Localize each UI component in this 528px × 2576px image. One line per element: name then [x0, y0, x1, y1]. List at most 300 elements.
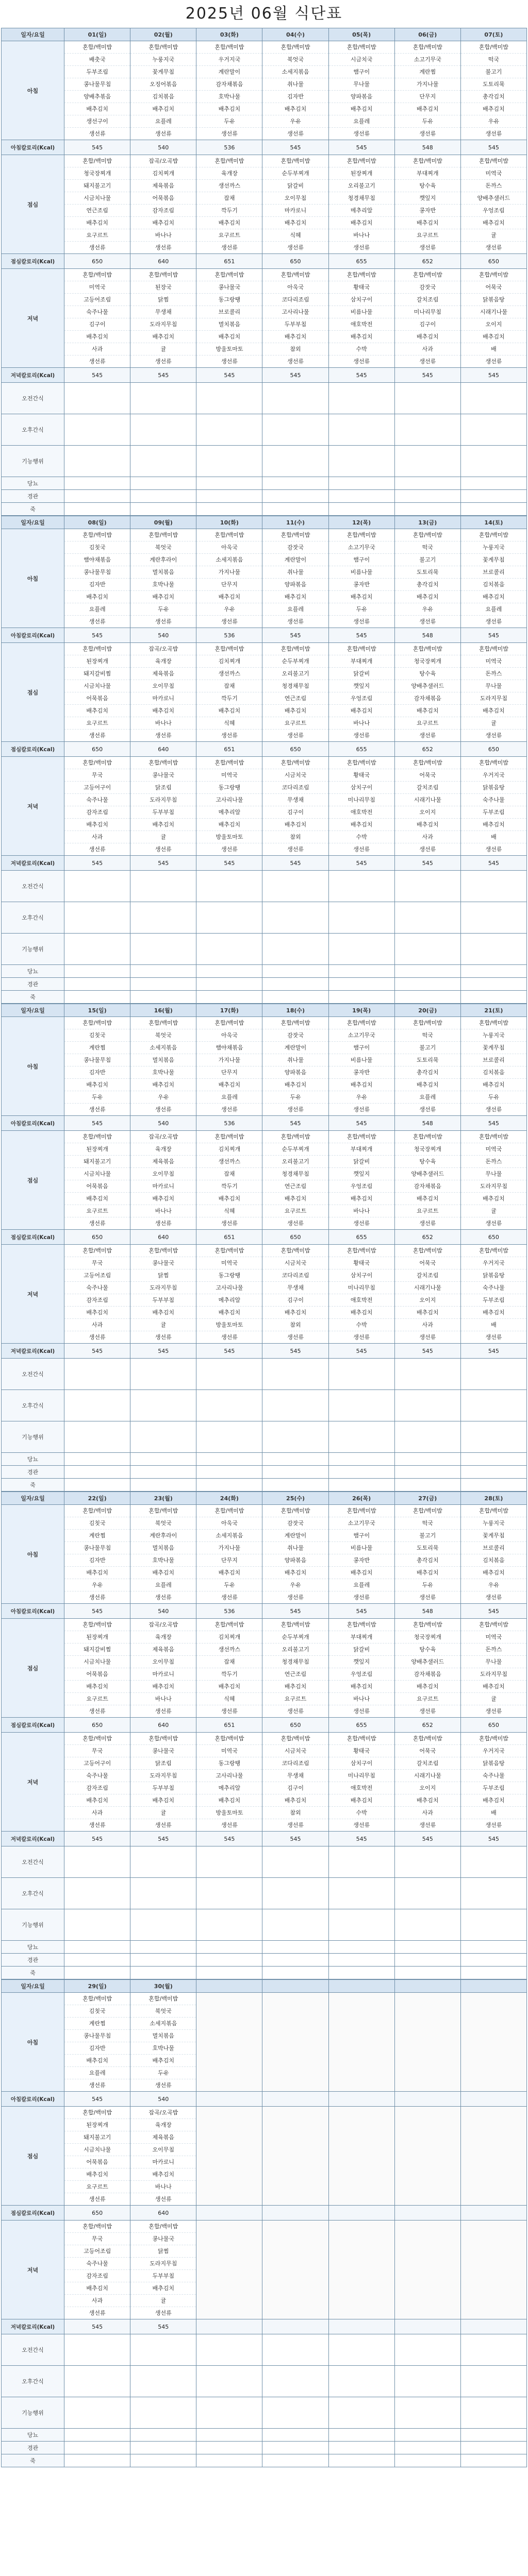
menu-item: 배추김치	[329, 819, 394, 831]
menu-item: 우엉조림	[329, 1668, 394, 1681]
breakfast-cell	[460, 1017, 526, 1116]
menu-item: 무생채	[262, 1282, 328, 1294]
menu-item: 돼지갈비찜	[64, 668, 130, 680]
menu-item: 총각김치	[461, 91, 526, 103]
menu-item: 혼합/백미밥	[64, 41, 130, 54]
dinner-cell	[460, 1245, 526, 1344]
lunch-label: 점심	[2, 2107, 64, 2206]
breakfast-kcal-value: 548	[394, 1116, 460, 1131]
menu-item: 생선류	[221, 846, 238, 853]
special-cell	[64, 2397, 130, 2429]
menu-item: 배추김치	[64, 103, 130, 115]
menu-item: 배추김치	[329, 1794, 394, 1807]
special-cell	[64, 1909, 130, 1941]
menu-item: 배추김치	[461, 1567, 526, 1579]
note-porridge-cell	[130, 503, 196, 516]
lunch-cell	[64, 643, 130, 742]
day-header: 19(목)	[328, 1004, 394, 1017]
lunch-kcal-value	[196, 2206, 262, 2221]
breakfast-label: 아침	[2, 529, 64, 628]
menu-item: 오이지	[395, 1294, 460, 1307]
menu-item: 생선류	[89, 358, 106, 365]
breakfast-kcal-value: 540	[130, 1604, 196, 1619]
menu-item: 순두부찌개	[262, 167, 328, 180]
note-porridge-cell	[394, 2454, 460, 2467]
snack-pm-cell	[196, 1390, 262, 1421]
day-header	[328, 1980, 394, 1993]
breakfast-kcal-label: 아침칼로리(Kcal)	[2, 1116, 64, 1131]
menu-item: 콩나물국	[130, 1257, 196, 1269]
note-tube-cell	[64, 1954, 130, 1967]
dinner-kcal-value: 545	[64, 368, 130, 383]
menu-item: 도토리묵	[461, 78, 526, 91]
menu-item: 김칫국	[64, 1517, 130, 1530]
menu-item: 황태국	[329, 281, 394, 294]
dinner-kcal-value: 545	[328, 368, 394, 383]
dinner-kcal-label: 저녁칼로리(Kcal)	[2, 1832, 64, 1846]
menu-item: 도라지무침	[130, 1282, 196, 1294]
dinner-cell	[460, 269, 526, 368]
dinner-cell	[64, 2221, 130, 2319]
lunch-kcal-value: 650	[64, 1718, 130, 1733]
menu-item: 두부조림	[64, 66, 130, 78]
menu-item: 혼합/백미밥	[329, 269, 394, 281]
menu-item: 요구르트	[64, 1205, 130, 1217]
note-tube-label: 경관	[2, 490, 64, 503]
snack-am-cell	[64, 1846, 130, 1878]
snack-pm-cell	[328, 902, 394, 934]
note-porridge-cell	[460, 1967, 526, 1979]
menu-item: 삼치구이	[329, 782, 394, 794]
special-cell	[460, 2397, 526, 2429]
menu-item: 사과	[395, 1807, 460, 1819]
menu-item: 두부조림	[461, 806, 526, 819]
menu-item: 두유	[130, 2067, 196, 2079]
menu-item: 김치찌개	[196, 1143, 262, 1156]
dinner-kcal-label: 저녁칼로리(Kcal)	[2, 368, 64, 383]
menu-item: 된장찌개	[64, 1143, 130, 1156]
snack-am-cell	[196, 2334, 262, 2366]
menu-item: 요플레	[262, 603, 328, 616]
dinner-kcal-value: 545	[460, 1344, 526, 1359]
menu-item: 도라지무침	[461, 1180, 526, 1193]
menu-item: 생선류	[419, 846, 436, 853]
menu-item: 혼합/백미밥	[461, 41, 526, 54]
menu-item: 탕수육	[395, 180, 460, 192]
note-diabetes-cell	[130, 1453, 196, 1466]
menu-item: 감자채볶음	[395, 1180, 460, 1193]
menu-item: 총각김치	[395, 579, 460, 591]
dinner-label: 저녁	[2, 2221, 64, 2319]
menu-item: 계란말이	[196, 66, 262, 78]
menu-item: 멸치볶음	[130, 1542, 196, 1554]
lunch-kcal-value: 650	[64, 2206, 130, 2221]
day-header: 18(수)	[262, 1004, 328, 1017]
menu-item: 생선류	[221, 358, 238, 365]
menu-item: 시래기나물	[395, 1770, 460, 1782]
menu-item: 어묵볶음	[64, 1668, 130, 1681]
menu-item: 제육볶음	[130, 1156, 196, 1168]
menu-item: 혼합/백미밥	[130, 757, 196, 769]
breakfast-kcal-value	[394, 2092, 460, 2107]
menu-item: 배추김치	[196, 819, 262, 831]
menu-item: 두유	[196, 1579, 262, 1591]
menu-item: 애호박전	[329, 318, 394, 331]
day-header: 02(월)	[130, 28, 196, 41]
breakfast-cell	[64, 41, 130, 140]
menu-item: 배추김치	[262, 705, 328, 717]
menu-item: 배추김치	[395, 591, 460, 603]
menu-item: 혼합/백미밥	[64, 1131, 130, 1143]
menu-item: 고사리나물	[196, 794, 262, 806]
menu-item: 순두부찌개	[262, 1631, 328, 1643]
menu-item: 아욱국	[196, 541, 262, 554]
menu-item: 양배추볶음	[64, 91, 130, 103]
breakfast-kcal-value	[196, 2092, 262, 2107]
menu-item: 생선류	[287, 358, 304, 365]
menu-item: 혼합/백미밥	[130, 1993, 196, 2005]
special-cell	[460, 934, 526, 965]
breakfast-kcal-label: 아침칼로리(Kcal)	[2, 628, 64, 643]
menu-item: 감자조림	[64, 2270, 130, 2282]
snack-pm-cell	[196, 1878, 262, 1909]
note-tube-cell	[262, 1466, 328, 1479]
snack-am-cell	[460, 383, 526, 414]
menu-item: 배추김치	[130, 1079, 196, 1091]
snack-pm-label: 오후간식	[2, 2366, 64, 2397]
note-porridge-cell	[196, 991, 262, 1004]
menu-item: 생선류	[155, 1106, 172, 1113]
menu-item: 요구르트	[64, 1693, 130, 1705]
lunch-cell	[460, 155, 526, 254]
note-porridge-label: 죽	[2, 2454, 64, 2467]
dinner-kcal-value: 545	[460, 856, 526, 871]
menu-item: 두유	[130, 603, 196, 616]
menu-item: 생선류	[419, 358, 436, 365]
menu-item: 취나물	[262, 1054, 328, 1066]
menu-item: 김구이	[64, 318, 130, 331]
menu-item: 돼지불고기	[64, 180, 130, 192]
menu-item: 혼합/백미밥	[196, 1619, 262, 1631]
note-porridge-cell	[196, 1967, 262, 1979]
menu-item: 감자채볶음	[395, 1668, 460, 1681]
menu-item: 갈치조림	[395, 1757, 460, 1770]
menu-item: 생선류	[89, 2196, 106, 2202]
snack-am-label: 오전간식	[2, 1359, 64, 1390]
day-header: 29(일)	[64, 1980, 130, 1993]
menu-item: 어묵국	[395, 769, 460, 782]
menu-item: 바나나	[329, 1205, 394, 1217]
snack-pm-label: 오후간식	[2, 902, 64, 934]
snack-am-cell	[394, 1359, 460, 1390]
day-header: 15(일)	[64, 1004, 130, 1017]
menu-item: 비름나물	[329, 566, 394, 579]
dinner-kcal-value: 545	[196, 368, 262, 383]
menu-item: 생선류	[485, 1334, 502, 1341]
dinner-kcal-value: 545	[262, 856, 328, 871]
note-porridge-cell	[196, 503, 262, 516]
menu-item: 사과	[64, 1319, 130, 1331]
lunch-cell	[262, 643, 328, 742]
note-tube-cell	[328, 2442, 394, 2454]
menu-item: 시금치국	[262, 1745, 328, 1757]
menu-item: 우유	[64, 1579, 130, 1591]
menu-item: 닭갈비	[329, 668, 394, 680]
note-tube-cell	[196, 1954, 262, 1967]
menu-item: 혼합/백미밥	[395, 1131, 460, 1143]
snack-pm-cell	[328, 1390, 394, 1421]
menu-item: 생선류	[287, 618, 304, 625]
dinner-cell	[394, 2221, 460, 2319]
dinner-cell	[328, 757, 394, 856]
menu-item: 혼합/백미밥	[329, 529, 394, 541]
menu-item: 호박나물	[130, 1554, 196, 1567]
menu-item: 요플레	[461, 603, 526, 616]
menu-item: 생선류	[353, 1334, 370, 1341]
menu-item: 배추김치	[130, 705, 196, 717]
breakfast-kcal-value: 540	[130, 628, 196, 643]
lunch-label: 점심	[2, 1619, 64, 1718]
breakfast-kcal-value: 536	[196, 1604, 262, 1619]
snack-am-cell	[394, 2334, 460, 2366]
snack-pm-cell	[130, 1878, 196, 1909]
week-table	[1, 1004, 527, 1492]
menu-item: 생선류	[287, 1822, 304, 1828]
menu-item: 콩나물국	[130, 769, 196, 782]
menu-item: 배추김치	[196, 1794, 262, 1807]
snack-pm-cell	[460, 414, 526, 446]
menu-item: 배추김치	[461, 1079, 526, 1091]
menu-item: 혼합/백미밥	[395, 41, 460, 54]
lunch-cell	[262, 1131, 328, 1230]
note-porridge-cell	[262, 991, 328, 1004]
note-porridge-cell	[130, 2454, 196, 2467]
menu-item: 무생채	[262, 1770, 328, 1782]
note-tube-cell	[196, 490, 262, 503]
note-diabetes-cell	[328, 965, 394, 978]
note-tube-cell	[130, 490, 196, 503]
breakfast-cell	[328, 41, 394, 140]
menu-item: 혼합/백미밥	[130, 269, 196, 281]
menu-item: 생선류	[353, 1594, 370, 1601]
lunch-cell	[328, 643, 394, 742]
dinner-cell	[262, 1245, 328, 1344]
day-header: 16(월)	[130, 1004, 196, 1017]
dinner-cell	[196, 269, 262, 368]
menu-item: 배추김치	[196, 1079, 262, 1091]
menu-item: 요구르트	[395, 229, 460, 242]
menu-item: 생선류	[89, 1334, 106, 1341]
menu-item: 고등어조림	[64, 1269, 130, 1282]
menu-item: 귤	[130, 2295, 196, 2307]
breakfast-cell	[64, 529, 130, 628]
note-porridge-cell	[394, 503, 460, 516]
week-table	[1, 516, 527, 1004]
day-header: 05(목)	[328, 28, 394, 41]
lunch-kcal-value: 651	[196, 742, 262, 757]
note-diabetes-cell	[394, 1453, 460, 1466]
menu-item: 배추김치	[130, 819, 196, 831]
menu-item: 순두부찌개	[262, 655, 328, 668]
day-header: 23(월)	[130, 1492, 196, 1505]
menu-item: 두부부침	[262, 318, 328, 331]
menu-item: 깻잎지	[329, 1656, 394, 1668]
menu-item: 메추리알	[196, 1782, 262, 1794]
menu-item: 배추김치	[196, 1681, 262, 1693]
menu-item: 숙주나물	[64, 306, 130, 318]
menu-item: 오리불고기	[262, 668, 328, 680]
snack-pm-cell	[460, 1878, 526, 1909]
menu-item: 두유	[196, 115, 262, 128]
lunch-cell	[196, 1131, 262, 1230]
menu-item: 생선류	[221, 1106, 238, 1113]
menu-item: 배	[461, 831, 526, 843]
menu-item: 고등어조림	[64, 294, 130, 306]
menu-item: 혼합/백미밥	[196, 1733, 262, 1745]
menu-item: 두유	[64, 1091, 130, 1104]
menu-item: 우거지국	[461, 1745, 526, 1757]
menu-item: 순두부찌개	[262, 1143, 328, 1156]
menu-item: 혼합/백미밥	[262, 1733, 328, 1745]
note-diabetes-cell	[394, 965, 460, 978]
menu-item: 생선류	[485, 130, 502, 137]
menu-item: 제육볶음	[130, 668, 196, 680]
snack-pm-cell	[394, 1390, 460, 1421]
special-cell	[328, 934, 394, 965]
note-diabetes-cell	[460, 1453, 526, 1466]
dinner-kcal-value: 545	[196, 1832, 262, 1846]
menu-item: 사과	[395, 343, 460, 355]
note-tube-cell	[64, 1466, 130, 1479]
snack-am-cell	[328, 1846, 394, 1878]
menu-item: 배추김치	[262, 591, 328, 603]
note-tube-cell	[130, 1954, 196, 1967]
note-porridge-cell	[130, 991, 196, 1004]
menu-item: 혼합/백미밥	[461, 1505, 526, 1517]
menu-item: 식혜	[196, 717, 262, 730]
menu-item: 감잣국	[262, 1517, 328, 1530]
lunch-kcal-value: 650	[262, 742, 328, 757]
dinner-kcal-value: 545	[460, 368, 526, 383]
dinner-cell	[262, 269, 328, 368]
breakfast-cell	[130, 1505, 196, 1604]
menu-item: 무국	[64, 769, 130, 782]
menu-item: 생선류	[89, 846, 106, 853]
menu-item: 혼합/백미밥	[196, 1131, 262, 1143]
breakfast-kcal-value: 545	[460, 628, 526, 643]
menu-item: 잡곡/오곡밥	[130, 1619, 196, 1631]
menu-item: 된장찌개	[64, 1631, 130, 1643]
menu-item: 혼합/백미밥	[395, 1505, 460, 1517]
menu-item: 시금치나물	[64, 680, 130, 692]
note-diabetes-label: 당뇨	[2, 477, 64, 490]
menu-item: 감자조림	[64, 806, 130, 819]
menu-item: 생선류	[287, 846, 304, 853]
day-header: 26(목)	[328, 1492, 394, 1505]
menu-item: 배추김치	[329, 1567, 394, 1579]
menu-item: 떡국	[395, 541, 460, 554]
menu-item: 김치찌개	[130, 167, 196, 180]
note-diabetes-cell	[460, 477, 526, 490]
menu-item: 귤	[130, 831, 196, 843]
lunch-kcal-value: 655	[328, 742, 394, 757]
menu-item: 청국장찌개	[395, 1143, 460, 1156]
breakfast-cell	[130, 529, 196, 628]
breakfast-cell	[196, 1993, 262, 2092]
snack-am-cell	[394, 383, 460, 414]
lunch-kcal-value: 650	[460, 742, 526, 757]
week-table	[1, 28, 527, 516]
lunch-kcal-value: 652	[394, 254, 460, 269]
breakfast-cell	[394, 1505, 460, 1604]
menu-item: 북엇국	[262, 54, 328, 66]
note-porridge-cell	[460, 503, 526, 516]
menu-item: 생선류	[353, 732, 370, 739]
menu-item: 누룽지국	[461, 1517, 526, 1530]
dinner-cell	[328, 2221, 394, 2319]
menu-item: 잡채	[196, 1656, 262, 1668]
menu-item: 배추김치	[130, 103, 196, 115]
menu-item: 배추김치	[130, 1567, 196, 1579]
menu-item: 연근조림	[262, 1668, 328, 1681]
dinner-kcal-label: 저녁칼로리(Kcal)	[2, 1344, 64, 1359]
note-porridge-cell	[196, 2454, 262, 2467]
menu-item: 김칫국	[64, 541, 130, 554]
snack-pm-cell	[328, 2366, 394, 2397]
menu-item: 무나물	[461, 1656, 526, 1668]
menu-item: 혼합/백미밥	[461, 757, 526, 769]
menu-item: 오이무침	[130, 2144, 196, 2156]
lunch-label: 점심	[2, 155, 64, 254]
menu-item: 닭찜	[130, 1269, 196, 1282]
note-diabetes-cell	[130, 477, 196, 490]
menu-item: 육개장	[196, 167, 262, 180]
menu-item: 생선류	[221, 732, 238, 739]
note-tube-cell	[394, 1466, 460, 1479]
day-header: 01(일)	[64, 28, 130, 41]
dinner-cell	[460, 757, 526, 856]
menu-item: 양파볶음	[262, 579, 328, 591]
menu-item: 사과	[64, 1807, 130, 1819]
snack-pm-cell	[196, 902, 262, 934]
menu-item: 두유	[461, 1091, 526, 1104]
menu-item: 무나물	[461, 1168, 526, 1180]
menu-item: 배추김치	[461, 217, 526, 229]
menu-item: 탕수육	[395, 1156, 460, 1168]
snack-am-cell	[130, 1359, 196, 1390]
menu-item: 돼지불고기	[64, 2131, 130, 2144]
lunch-cell	[394, 1131, 460, 1230]
lunch-kcal-value: 651	[196, 1230, 262, 1245]
menu-item: 요구르트	[395, 1205, 460, 1217]
note-porridge-cell	[328, 2454, 394, 2467]
lunch-kcal-value: 655	[328, 254, 394, 269]
menu-item: 배추김치	[461, 705, 526, 717]
menu-item: 배추김치	[262, 217, 328, 229]
dinner-cell	[328, 1245, 394, 1344]
menu-item: 배추김치	[329, 103, 394, 115]
menu-item: 배추김치	[262, 1193, 328, 1205]
menu-item: 생선류	[419, 1220, 436, 1227]
menu-item: 꽃게무침	[461, 554, 526, 566]
menu-item: 배	[461, 343, 526, 355]
menu-item: 혼합/백미밥	[329, 1017, 394, 1029]
menu-item: 혼합/백미밥	[262, 643, 328, 655]
note-porridge-label: 죽	[2, 1479, 64, 1492]
menu-item: 마카로니	[130, 1668, 196, 1681]
menu-item: 우엉조림	[461, 205, 526, 217]
menu-item: 생선류	[287, 1594, 304, 1601]
